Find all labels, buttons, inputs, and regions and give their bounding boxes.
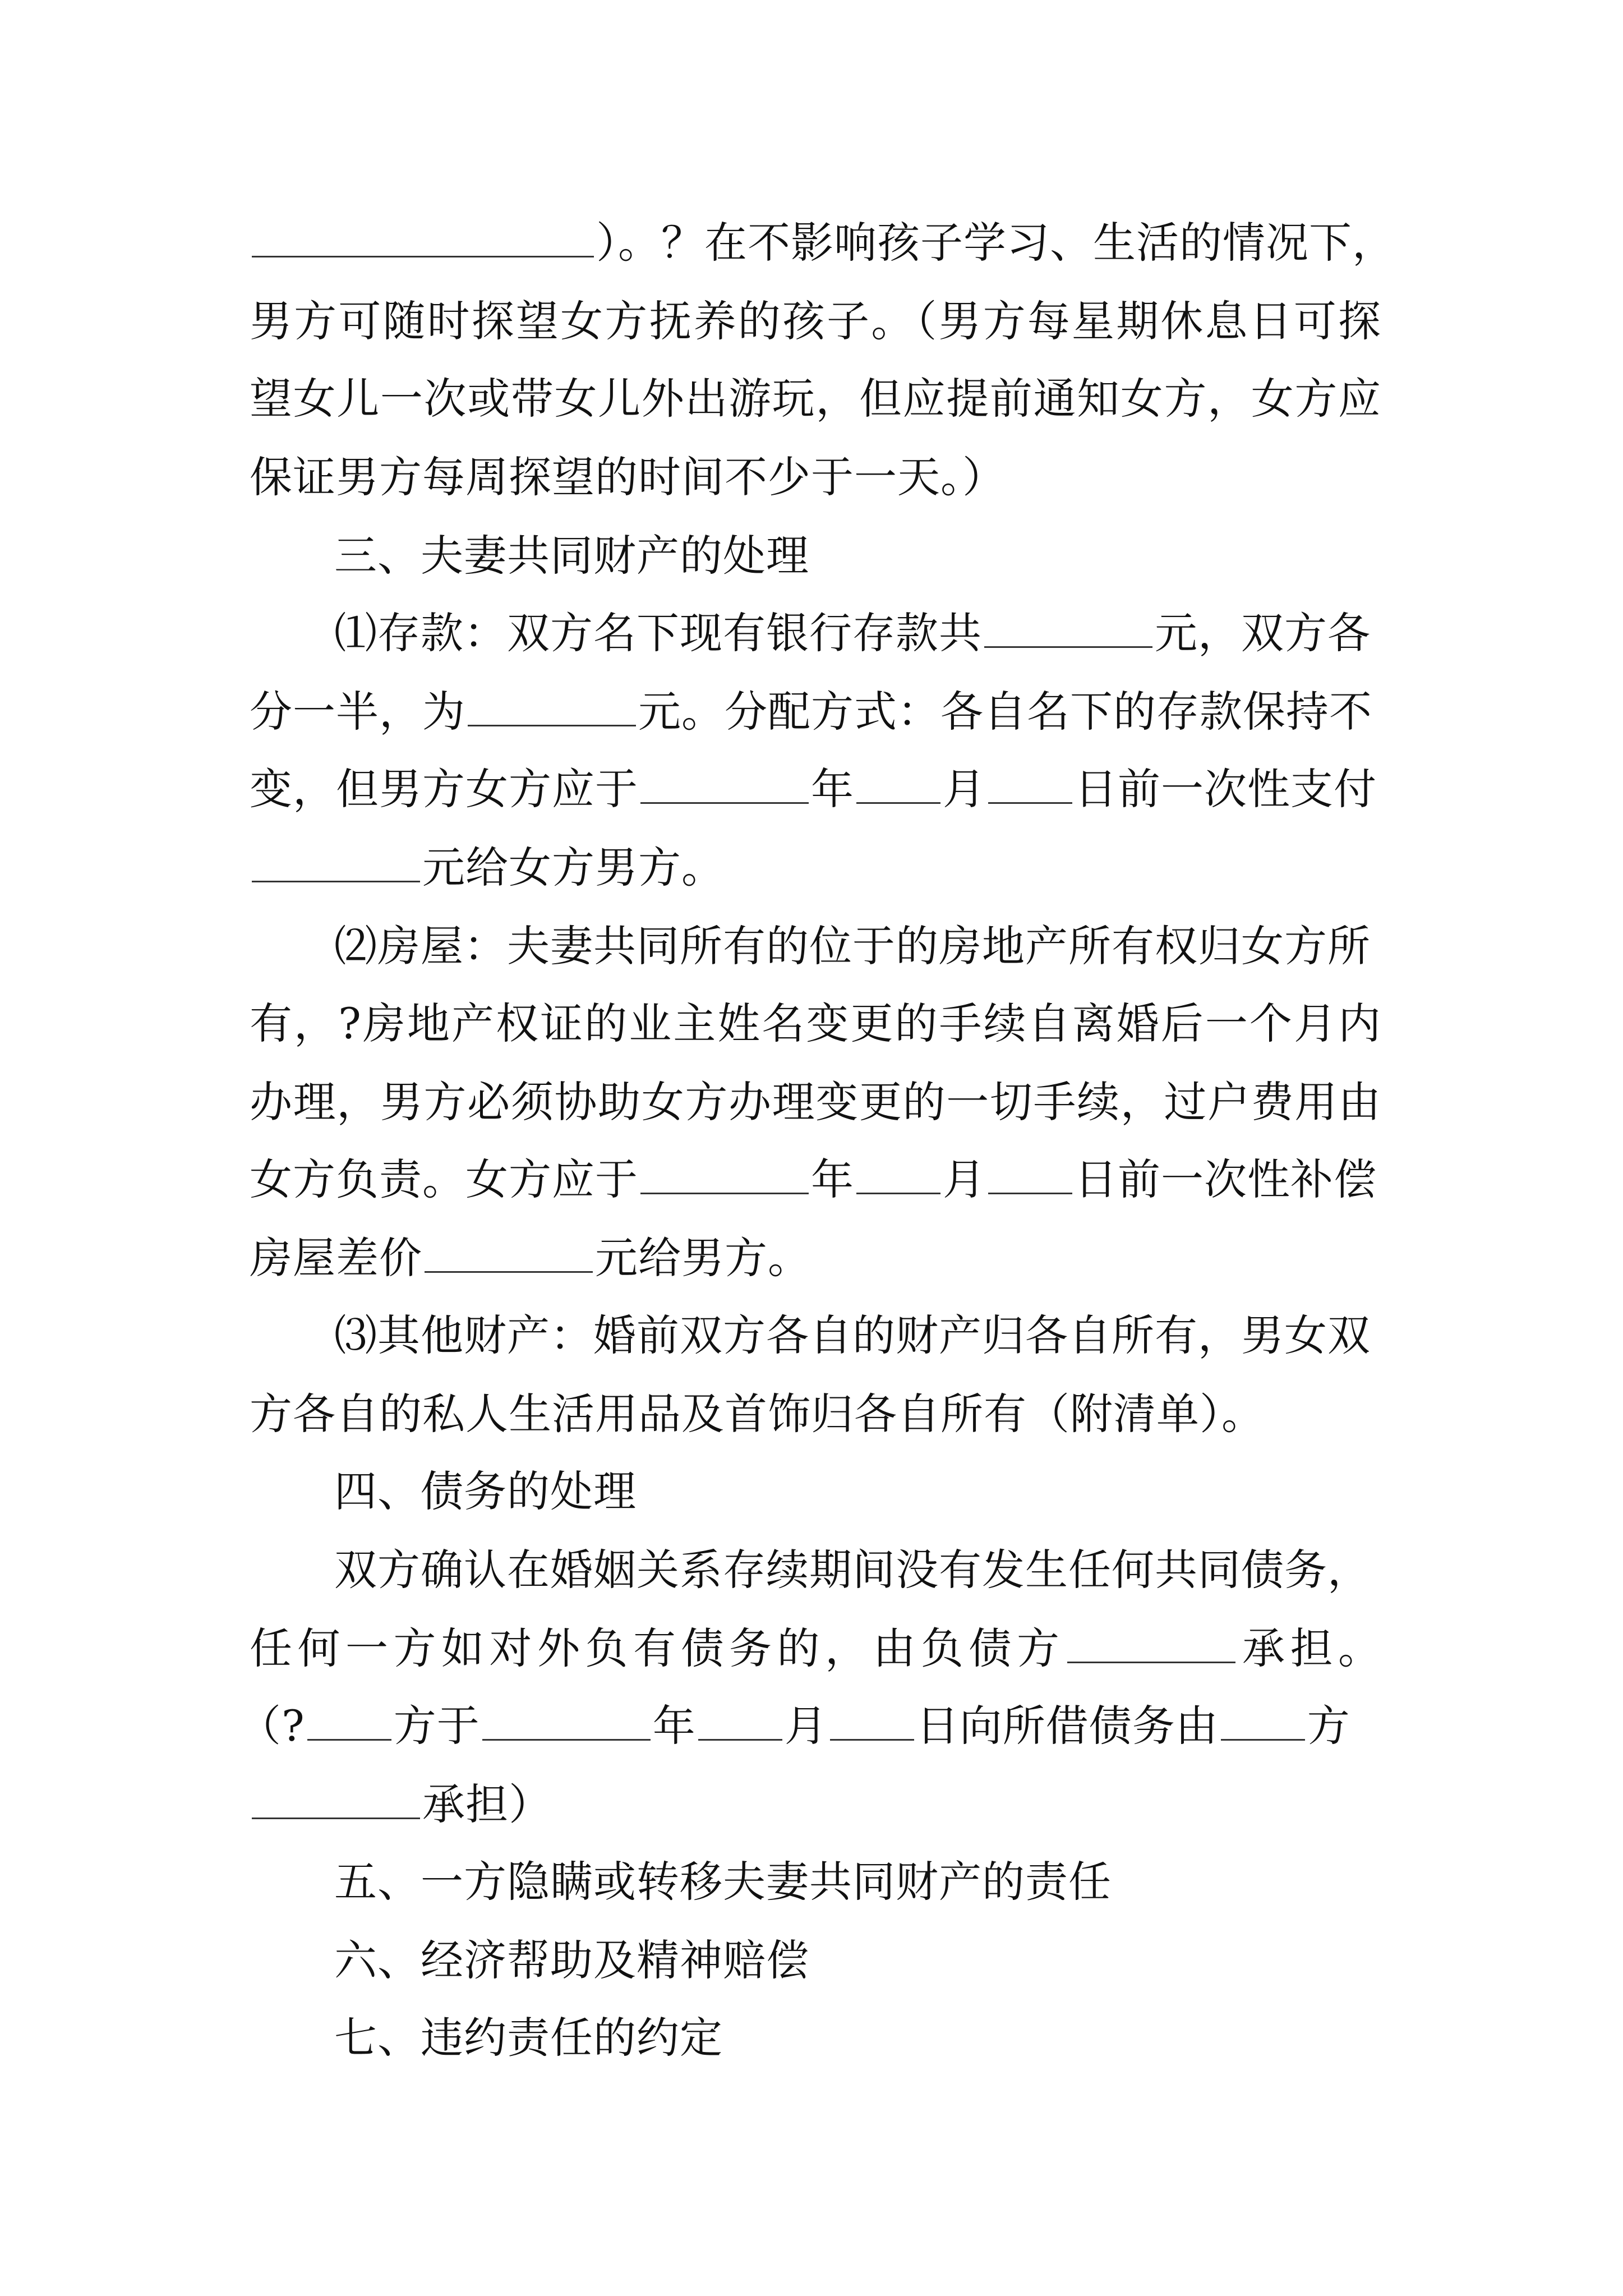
section-heading-6 (334, 1927, 809, 1994)
line-15 (334, 1302, 1371, 1369)
blank-field (307, 1706, 391, 1741)
text-run: 有，?房地产权证的业主姓名变更的手续自离婚后一个月内 (250, 999, 1381, 1048)
text-run: 元。分配方式：各自名下的存款保持不 (638, 687, 1372, 737)
text-run: ）。？在不影响孩子学习、生活的情况下， (596, 218, 1395, 268)
text-run: 女方负责。女方应于 (250, 1154, 638, 1204)
text-run: 男方可随时探望女方抚养的孩子。（男方每星期休息日可探 (250, 296, 1381, 346)
blank-field (252, 848, 420, 882)
text-run: 任何一方如对外负有债务的，由负债方 (250, 1623, 1065, 1673)
text-run: 年 (811, 764, 854, 814)
text-run: 方于 (393, 1701, 480, 1751)
text-run: 年 (811, 1154, 854, 1204)
text-run: 办理，男方必须协助女方办理变更的一切手续，过户费用由 (250, 1077, 1381, 1127)
text-run: 月 (943, 1154, 986, 1204)
text-run: ⑵房屋：夫妻共同所有的位于的房地产所有权归女方所 (334, 921, 1371, 971)
text-run: 七、违约责任的约定 (334, 2013, 723, 2063)
text-run: 望女儿一次或带女儿外出游玩，但应提前通知女方，女方应 (250, 374, 1381, 424)
line-10 (334, 913, 1371, 980)
blank-field (984, 614, 1152, 648)
line-6 (334, 600, 1371, 667)
blank-field (988, 770, 1072, 804)
text-run: 四、债务的处理 (334, 1466, 637, 1516)
text-run: （? (238, 1701, 305, 1751)
text-run: 方 (1307, 1701, 1350, 1751)
text-run: 五、一方隐瞒或转移夫妻共同财产的责任 (334, 1857, 1112, 1907)
text-run: 日向所借债务由 (916, 1701, 1219, 1751)
text-run: 元，双方各 (1155, 608, 1371, 658)
line-11 (250, 990, 1381, 1057)
text-run: 房屋差价 (250, 1233, 422, 1283)
blank-field (425, 1239, 593, 1273)
line-21 (250, 1771, 552, 1838)
text-run: 年 (652, 1701, 696, 1751)
text-run: 双方确认在婚姻关系存续期间没有发生任何共同债务， (334, 1545, 1371, 1595)
line-12 (250, 1069, 1381, 1136)
text-run: 月 (943, 764, 986, 814)
line-3 (250, 365, 1381, 432)
blank-field (856, 770, 940, 804)
line-16 (250, 1381, 1265, 1448)
line-1 (250, 209, 1395, 277)
text-run: 日前一次性补偿 (1075, 1154, 1377, 1204)
blank-field (640, 770, 809, 804)
blank-field (252, 223, 594, 257)
line-20 (238, 1692, 1350, 1760)
text-run: 三、夫妻共同财产的处理 (334, 531, 809, 581)
text-run: 六、经济帮助及精神赔偿 (334, 1935, 809, 1985)
text-run: 变，但男方女方应于 (250, 764, 638, 814)
text-run: 分一半，为 (250, 687, 465, 737)
text-run: 承担） (422, 1779, 552, 1829)
blank-field (252, 1785, 420, 1819)
text-run: ⑶其他财产：婚前双方各自的财产归各自所有，男女双 (334, 1310, 1371, 1360)
line-2 (250, 288, 1381, 355)
text-run: 日前一次性支付 (1075, 764, 1377, 814)
line-7 (250, 678, 1372, 746)
line-13 (250, 1146, 1377, 1213)
blank-field (1221, 1706, 1305, 1741)
text-run: 月 (784, 1701, 828, 1751)
blank-field (856, 1160, 940, 1194)
line-4 (250, 444, 1006, 511)
line-8 (250, 756, 1377, 823)
section-heading-3 (334, 522, 809, 590)
section-heading-4 (334, 1458, 637, 1525)
line-9 (250, 834, 725, 901)
blank-field (482, 1706, 651, 1741)
text-run: 元给男方。 (595, 1233, 811, 1283)
text-run: ⑴存款：双方名下现有银行存款共 (334, 608, 982, 658)
blank-field (1067, 1629, 1235, 1663)
blank-field (468, 692, 636, 726)
line-18 (334, 1536, 1371, 1604)
text-run: 方各自的私人生活用品及首饰归各自所有（附清单）。 (250, 1389, 1265, 1439)
text-run: 承担。 (1237, 1623, 1381, 1673)
blank-field (640, 1160, 809, 1194)
text-run: 保证男方每周探望的时间不少于一天。） (250, 452, 1006, 502)
section-heading-7 (334, 2004, 723, 2072)
blank-field (830, 1706, 914, 1741)
section-heading-5 (334, 1848, 1112, 1916)
line-19 (250, 1615, 1381, 1682)
blank-field (988, 1160, 1072, 1194)
text-run: 元给女方男方。 (422, 843, 725, 892)
blank-field (698, 1706, 782, 1741)
line-14 (250, 1225, 811, 1292)
